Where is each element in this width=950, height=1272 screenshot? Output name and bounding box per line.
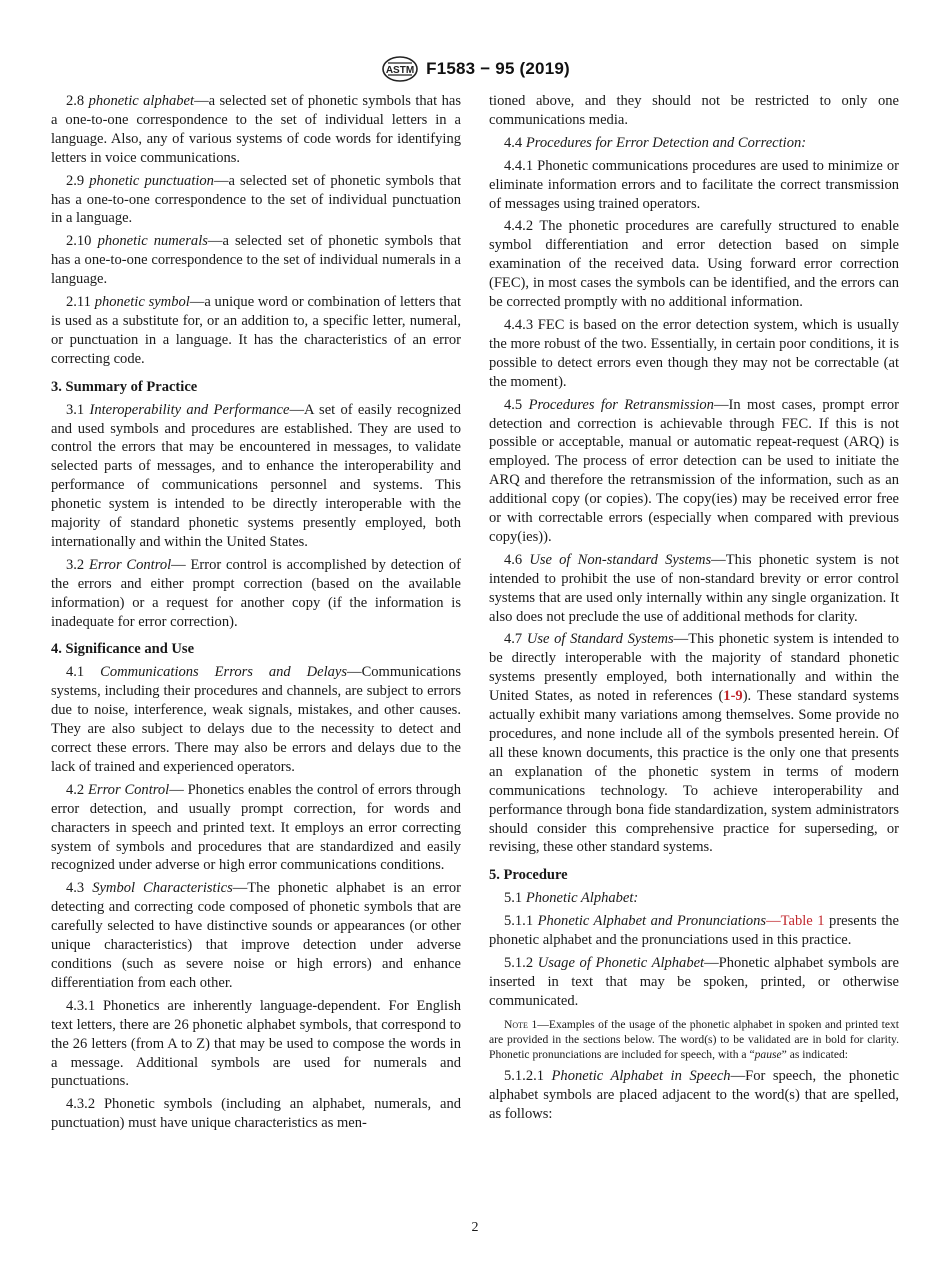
paragraph-5-1-2-1: 5.1.2.1 Phonetic Alphabet in Speech—For speech, the phonetic alphabet symbols are placed adjacent to the word(s) that are spelled, as follows: — [489, 1067, 899, 1122]
paragraph-4-4-1: 4.4.1 Phonetic communications procedures are used to minimize or eliminate information errors and to facilitate the correct transmission of messages using trained operators. — [489, 157, 899, 212]
paragraph-2-9: 2.9 phonetic punctuation—a selected set of phonetic symbols that has a one-to-one correspondence to the set of individual punctuation in a language. — [51, 172, 461, 227]
section-heading-4: 4. Significance and Use — [51, 641, 195, 658]
page-number: 2 — [471, 1220, 479, 1235]
paragraph-continuation: tioned above, and they should not be restricted to only one communications media. — [489, 93, 899, 128]
note-1: Note 1—Examples of the usage of the phonetic alphabet in spoken and printed text are provided in the sections below. The word(s) to be validated are in bold for clarity. Phonetic pronunciations are included for speech, with a “pause” as indicated: — [489, 1017, 900, 1061]
page-header — [0, 52, 950, 86]
section-heading-3: 3. Summary of Practice — [51, 378, 198, 395]
paragraph-5-1-1: 5.1.1 Phonetic Alphabet and Pronunciations—Table 1 presents the phonetic alphabet and the pronunciations used in this practice. — [489, 913, 899, 949]
reference-link-1-9[interactable]: 1-9 — [723, 688, 743, 705]
paragraph-4-3-1: 4.3.1 Phonetics are inherently language-dependent. For English text letters, there are 26 phonetic alphabet symbols, that correspond to the 26 letters (from A to Z) that may be used to compose the words in a message. Additional symbols are used for numerals and punctuations. — [51, 997, 461, 1090]
table-1-link[interactable]: Table 1 — [780, 913, 825, 930]
paragraph-3-2: 3.2 Error Control— Error control is accomplished by detection of the errors and either prompt correction (based on the available information) or a request for another copy (if the information is inadequate for error correction). — [51, 556, 462, 630]
left-column — [51, 92, 461, 1137]
paragraph-4-4: 4.4 Procedures for Error Detection and Correction: — [504, 134, 807, 151]
paragraph-4-1: 4.1 Communications Errors and Delays—Communications systems, including their procedures and channels, are subject to errors due to noise, interference, weak signals, mistakes, and other causes. They are also subject to delays due to the necessity to detect and correct these errors. There may also be errors and delays due to the lack of trained and experienced operators. — [51, 664, 461, 775]
paragraph-5-1-2: 5.1.2 Usage of Phonetic Alphabet—Phonetic alphabet symbols are inserted in text that may be spoken, printed, or otherwise communicated. — [489, 954, 899, 1009]
paragraph-3-1: 3.1 Interoperability and Performance—A set of easily recognized and used symbols and procedures are established. They are used to control the errors that may be encountered in messages, to validate selected parts of messages, and to enhance the interoperability and performance of communications personnel and systems. This phonetic system is intended to be directly interoperable with the majority of standard phonetic systems presently employed, both internationally and within the United States. — [51, 401, 461, 550]
paragraph-5-1: 5.1 Phonetic Alphabet: — [504, 890, 639, 907]
document-id: F1583 − 95 (2019) — [426, 59, 570, 78]
paragraph-2-8: 2.8 phonetic alphabet—a selected set of phonetic symbols that has a one-to-one correspondence to the set of individual letters in a language. Also, any of various systems of code words for identifying letters in voice communications. — [51, 93, 461, 166]
paragraph-4-2: 4.2 Error Control— Phonetics enables the control of errors through error detection, and usually prompt correction, for words and characters in speech and printed text. It employs an error correcting system of symbols and procedures that are standardized and easily recognized under adverse or high error communications conditions. — [51, 781, 461, 874]
svg-text:ASTM: ASTM — [385, 65, 415, 76]
paragraph-4-4-2: 4.4.2 The phonetic procedures are carefully structured to enable symbol differentiation and error detection based on simple examination of the received data. Using forward error correction (FEC), in most cases the symbols can be identified, and the errors can be corrected promptly with no additional information. — [489, 218, 899, 311]
astm-logo-icon — [380, 54, 420, 84]
paragraph-2-11: 2.11 phonetic symbol—a unique word or combination of letters that is used as a substitute for, or an addition to, a specific letter, numeral, or punctuation in a language. It has the characteristics of an error correcting code. — [51, 294, 461, 367]
paragraph-2-10: 2.10 phonetic numerals—a selected set of phonetic symbols that has a one-to-one correspondence to the set of individual numerals in a language. — [51, 233, 462, 288]
right-column — [489, 92, 899, 1127]
paragraph-4-4-3: 4.4.3 FEC is based on the error detection system, which is usually the more robust of the two. Essentially, in certain poor conditions, it is possible to detect errors even though they may not be correctable (at the moment). — [489, 316, 899, 390]
paragraph-4-7: 4.7 Use of Standard Systems—This phonetic system is intended to be directly interoperable with the majority of standard phonetic systems presently employed, both internationally and within the United States, as noted in references (1-9). These standard systems actually exhibit many variations among themselves. Some provide no procedures, and none include all of the symbols presented herein. Of all these known documents, this practice is the only one that presents an explanation of the phonetic system in terms of modern communications technology. To achieve interoperability and performance through bona fide standardization, system administrators should consider this comprehensive practice for superseding, or revising, these other standard systems. — [489, 631, 899, 856]
paragraph-4-5: 4.5 Procedures for Retransmission—In most cases, prompt error detection and correction is achievable through FEC. If this is not possible or acceptable, manual or automatic repeat-request (ARQ) is employed. The process of error detection can be used to initiate the ARQ and therefore the retransmission of the information, such as an additional copy (or copies). The copy(ies) may be received error free or with correctable errors (especially when compared with previous copy(ies)). — [489, 396, 899, 545]
paragraph-4-6: 4.6 Use of Non-standard Systems—This phonetic system is not intended to prohibit the use of non-standard brevity or error control systems that are used only internally within any single organization. It also does not preclude the use of additional methods for clarity. — [489, 551, 899, 625]
paragraph-4-3: 4.3 Symbol Characteristics—The phonetic alphabet is an error detecting and correcting code composed of phonetic symbols that are carefully selected to have distinctive sounds or appearances (or other unique characteristics) that improve detection under adverse conditions (such as severe noise or high errors) and enhance differentiation from each other. — [51, 880, 462, 991]
paragraph-4-3-2: 4.3.2 Phonetic symbols (including an alphabet, numerals, and punctuation) must have unique characteristics as men- — [51, 1096, 461, 1132]
section-heading-5: 5. Procedure — [489, 867, 568, 884]
